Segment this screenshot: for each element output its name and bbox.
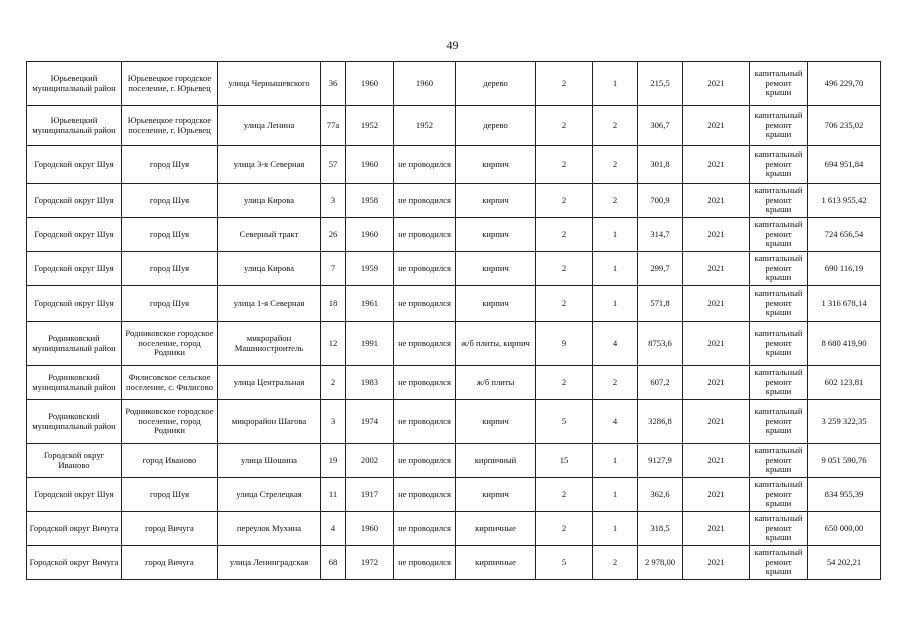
work-type-cell: капитальный ремонт крыши [750,546,808,580]
district-cell: Родниковский муниципальный район [27,322,122,366]
entrances-cell: 2 [593,106,638,146]
cost-cell: 8 680 419,90 [808,322,881,366]
last-repair-cell: не проводился [394,184,456,218]
year-built-cell: 1960 [346,146,394,184]
table-row [27,218,881,252]
cost-cell: 54 202,21 [808,546,881,580]
table-row [27,478,881,512]
year-built-cell: 1974 [346,400,394,444]
area-cell: 362,6 [638,478,683,512]
last-repair-cell: не проводился [394,546,456,580]
plan-year-cell: 2021 [683,62,750,106]
entrances-cell: 4 [593,322,638,366]
wall-material-cell: кирпичные [456,546,536,580]
house-number-cell: 12 [321,322,346,366]
area-cell: 8753,6 [638,322,683,366]
wall-material-cell: кирпич [456,400,536,444]
work-type-cell: капитальный ремонт крыши [750,146,808,184]
district-cell: Юрьевецкий муниципальный район [27,106,122,146]
plan-year-cell: 2021 [683,286,750,322]
last-repair-cell: не проводился [394,512,456,546]
settlement-cell: Филисовское сельское поселение, с. Филисово [122,366,218,400]
table-row [27,286,881,322]
plan-year-cell: 2021 [683,184,750,218]
cost-cell: 694 951,84 [808,146,881,184]
plan-year-cell: 2021 [683,546,750,580]
cost-cell: 1 316 678,14 [808,286,881,322]
district-cell: Городской округ Вичуга [27,512,122,546]
year-built-cell: 2002 [346,444,394,478]
district-cell: Родниковский муниципальный район [27,400,122,444]
entrances-cell: 2 [593,146,638,184]
district-cell: Городской округ Иваново [27,444,122,478]
cost-cell: 3 259 322,35 [808,400,881,444]
work-type-cell: капитальный ремонт крыши [750,366,808,400]
street-cell: улица 1-я Северная [218,286,321,322]
street-cell: улица Шошина [218,444,321,478]
last-repair-cell: не проводился [394,322,456,366]
settlement-cell: Родниковское городское поселение, город Родники [122,400,218,444]
district-cell: Городской округ Шуя [27,218,122,252]
table-row [27,322,881,366]
house-number-cell: 19 [321,444,346,478]
area-cell: 700,9 [638,184,683,218]
wall-material-cell: кирпич [456,286,536,322]
settlement-cell: город Вичуга [122,546,218,580]
plan-year-cell: 2021 [683,106,750,146]
house-number-cell: 77а [321,106,346,146]
wall-material-cell: ж/б плиты, кирпич [456,322,536,366]
street-cell: улица Чернышевского [218,62,321,106]
year-built-cell: 1917 [346,478,394,512]
entrances-cell: 1 [593,478,638,512]
cost-cell: 602 123,81 [808,366,881,400]
entrances-cell: 1 [593,218,638,252]
house-number-cell: 26 [321,218,346,252]
floors-cell: 5 [536,400,593,444]
work-type-cell: капитальный ремонт крыши [750,184,808,218]
work-type-cell: капитальный ремонт крыши [750,400,808,444]
work-type-cell: капитальный ремонт крыши [750,322,808,366]
settlement-cell: город Шуя [122,478,218,512]
street-cell: Северный тракт [218,218,321,252]
house-number-cell: 7 [321,252,346,286]
house-number-cell: 2 [321,366,346,400]
floors-cell: 2 [536,106,593,146]
table-row [27,512,881,546]
floors-cell: 2 [536,478,593,512]
cost-cell: 724 656,54 [808,218,881,252]
cost-cell: 496 229,70 [808,62,881,106]
house-number-cell: 18 [321,286,346,322]
house-number-cell: 4 [321,512,346,546]
work-type-cell: капитальный ремонт крыши [750,478,808,512]
wall-material-cell: кирпич [456,184,536,218]
last-repair-cell: не проводился [394,366,456,400]
house-number-cell: 68 [321,546,346,580]
street-cell: улица Центральная [218,366,321,400]
area-cell: 9127,9 [638,444,683,478]
wall-material-cell: кирпичные [456,512,536,546]
house-number-cell: 3 [321,400,346,444]
last-repair-cell: не проводился [394,146,456,184]
area-cell: 299,7 [638,252,683,286]
wall-material-cell: кирпич [456,478,536,512]
year-built-cell: 1961 [346,286,394,322]
settlement-cell: город Вичуга [122,512,218,546]
house-number-cell: 36 [321,62,346,106]
settlement-cell: Родниковское городское поселение, город Родники [122,322,218,366]
floors-cell: 15 [536,444,593,478]
floors-cell: 9 [536,322,593,366]
settlement-cell: город Шуя [122,146,218,184]
repair-registry-table [26,61,881,580]
entrances-cell: 4 [593,400,638,444]
year-built-cell: 1958 [346,184,394,218]
area-cell: 318,5 [638,512,683,546]
cost-cell: 690 116,19 [808,252,881,286]
settlement-cell: город Иваново [122,444,218,478]
entrances-cell: 1 [593,62,638,106]
floors-cell: 2 [536,184,593,218]
year-built-cell: 1960 [346,512,394,546]
cost-cell: 9 051 590,76 [808,444,881,478]
wall-material-cell: кирпич [456,218,536,252]
last-repair-cell: 1952 [394,106,456,146]
street-cell: микрорайон Машиностроитель [218,322,321,366]
entrances-cell: 1 [593,444,638,478]
floors-cell: 5 [536,546,593,580]
street-cell: улица 3-я Северная [218,146,321,184]
table-row [27,106,881,146]
table-row [27,546,881,580]
area-cell: 607,2 [638,366,683,400]
house-number-cell: 11 [321,478,346,512]
work-type-cell: капитальный ремонт крыши [750,444,808,478]
district-cell: Городской округ Шуя [27,478,122,512]
last-repair-cell: не проводился [394,400,456,444]
wall-material-cell: дерево [456,106,536,146]
year-built-cell: 1991 [346,322,394,366]
table-row [27,400,881,444]
plan-year-cell: 2021 [683,478,750,512]
plan-year-cell: 2021 [683,444,750,478]
entrances-cell: 1 [593,252,638,286]
entrances-cell: 2 [593,184,638,218]
plan-year-cell: 2021 [683,252,750,286]
work-type-cell: капитальный ремонт крыши [750,218,808,252]
year-built-cell: 1960 [346,62,394,106]
house-number-cell: 57 [321,146,346,184]
year-built-cell: 1959 [346,252,394,286]
year-built-cell: 1952 [346,106,394,146]
area-cell: 3286,8 [638,400,683,444]
area-cell: 306,7 [638,106,683,146]
work-type-cell: капитальный ремонт крыши [750,286,808,322]
plan-year-cell: 2021 [683,146,750,184]
settlement-cell: Юрьевецкое городское поселение, г. Юрьевец [122,106,218,146]
street-cell: улица Ленина [218,106,321,146]
cost-cell: 706 235,02 [808,106,881,146]
last-repair-cell: не проводился [394,286,456,322]
last-repair-cell: 1960 [394,62,456,106]
entrances-cell: 1 [593,512,638,546]
table-row [27,366,881,400]
work-type-cell: капитальный ремонт крыши [750,512,808,546]
entrances-cell: 2 [593,366,638,400]
district-cell: Юрьевецкий муниципальный район [27,62,122,106]
district-cell: Городской округ Шуя [27,286,122,322]
settlement-cell: город Шуя [122,286,218,322]
cost-cell: 1 613 955,42 [808,184,881,218]
floors-cell: 2 [536,366,593,400]
year-built-cell: 1983 [346,366,394,400]
street-cell: улица Ленинградская [218,546,321,580]
settlement-cell: город Шуя [122,252,218,286]
table-row [27,444,881,478]
area-cell: 571,8 [638,286,683,322]
last-repair-cell: не проводился [394,218,456,252]
entrances-cell: 2 [593,546,638,580]
district-cell: Городской округ Шуя [27,184,122,218]
plan-year-cell: 2021 [683,322,750,366]
work-type-cell: капитальный ремонт крыши [750,62,808,106]
district-cell: Родниковский муниципальный район [27,366,122,400]
work-type-cell: капитальный ремонт крыши [750,106,808,146]
settlement-cell: Юрьевецкое городское поселение, г. Юрьевец [122,62,218,106]
table-row [27,184,881,218]
work-type-cell: капитальный ремонт крыши [750,252,808,286]
area-cell: 301,8 [638,146,683,184]
floors-cell: 2 [536,146,593,184]
area-cell: 314,7 [638,218,683,252]
last-repair-cell: не проводился [394,444,456,478]
table-row [27,62,881,106]
house-number-cell: 3 [321,184,346,218]
settlement-cell: город Шуя [122,184,218,218]
year-built-cell: 1972 [346,546,394,580]
table-row [27,146,881,184]
wall-material-cell: кирпичный [456,444,536,478]
area-cell: 2 978,00 [638,546,683,580]
year-built-cell: 1960 [346,218,394,252]
district-cell: Городской округ Шуя [27,146,122,184]
entrances-cell: 1 [593,286,638,322]
street-cell: улица Кирова [218,252,321,286]
floors-cell: 2 [536,62,593,106]
street-cell: микрорайон Шагова [218,400,321,444]
district-cell: Городской округ Шуя [27,252,122,286]
settlement-cell: город Шуя [122,218,218,252]
district-cell: Городской округ Вичуга [27,546,122,580]
last-repair-cell: не проводился [394,252,456,286]
plan-year-cell: 2021 [683,218,750,252]
plan-year-cell: 2021 [683,512,750,546]
floors-cell: 2 [536,218,593,252]
street-cell: улица Стрелецкая [218,478,321,512]
plan-year-cell: 2021 [683,400,750,444]
floors-cell: 2 [536,252,593,286]
cost-cell: 834 955,39 [808,478,881,512]
floors-cell: 2 [536,286,593,322]
plan-year-cell: 2021 [683,366,750,400]
last-repair-cell: не проводился [394,478,456,512]
street-cell: улица Кирова [218,184,321,218]
cost-cell: 650 000,00 [808,512,881,546]
wall-material-cell: дерево [456,62,536,106]
street-cell: переулок Мухина [218,512,321,546]
table-body [27,62,881,580]
wall-material-cell: кирпич [456,146,536,184]
floors-cell: 2 [536,512,593,546]
area-cell: 215,5 [638,62,683,106]
page-number: 49 [446,38,459,52]
wall-material-cell: ж/б плиты [456,366,536,400]
wall-material-cell: кирпич [456,252,536,286]
table-row [27,252,881,286]
